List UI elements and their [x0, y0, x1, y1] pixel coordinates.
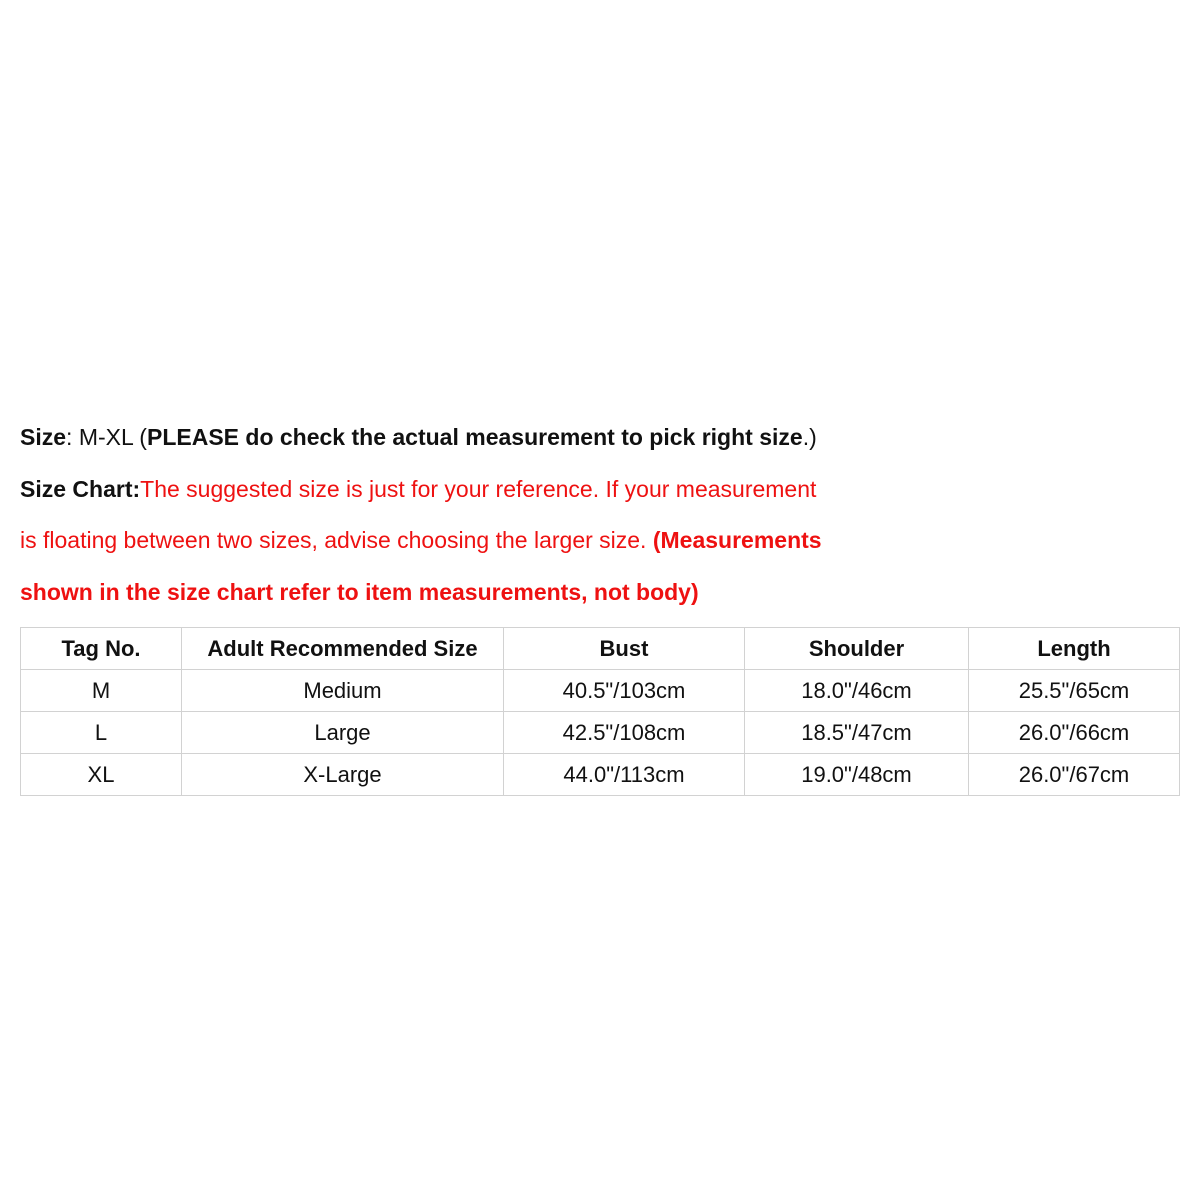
size-chart-table [20, 627, 1180, 796]
cell-size: X-Large [182, 754, 504, 796]
size-note: PLEASE do check the actual measurement to pick right size [146, 424, 803, 450]
size-chart-line-1 [20, 464, 1180, 516]
size-chart-bold-2: (Measurements [652, 527, 822, 553]
header-recommended-size: Adult Recommended Size [182, 628, 504, 670]
size-info [20, 412, 1180, 618]
cell-bust: 40.5"/103cm [504, 670, 745, 712]
size-chart-text-2: is floating between two sizes, advise choosing the larger size. [20, 527, 653, 553]
size-note-close: .) [802, 424, 817, 450]
size-chart-bold-3: shown in the size chart refer to item measurements, not body) [20, 578, 699, 605]
cell-shoulder: 18.0"/46cm [745, 670, 969, 712]
cell-shoulder: 19.0"/48cm [745, 754, 969, 796]
size-chart-separator: : [132, 475, 141, 502]
size-chart-line-2 [20, 515, 1180, 567]
table-row [21, 670, 1180, 712]
header-bust: Bust [504, 628, 745, 670]
cell-bust: 42.5"/108cm [504, 712, 745, 754]
cell-shoulder: 18.5"/47cm [745, 712, 969, 754]
table-header-row [21, 628, 1180, 670]
header-length: Length [969, 628, 1180, 670]
size-chart-label: Size Chart [20, 475, 133, 502]
size-chart-line-3 [20, 567, 1180, 619]
cell-length: 25.5"/65cm [969, 670, 1180, 712]
size-chart-text-1: The suggested size is just for your reference. If your measurement [140, 475, 817, 502]
size-value: M-XL [78, 424, 133, 450]
cell-tag: XL [21, 754, 182, 796]
cell-tag: L [21, 712, 182, 754]
size-separator: : [66, 424, 79, 450]
cell-bust: 44.0"/113cm [504, 754, 745, 796]
cell-tag: M [21, 670, 182, 712]
header-shoulder: Shoulder [745, 628, 969, 670]
size-label: Size [20, 424, 67, 450]
cell-size: Medium [182, 670, 504, 712]
cell-size: Large [182, 712, 504, 754]
size-note-open: ( [132, 424, 147, 450]
header-tag-no: Tag No. [21, 628, 182, 670]
cell-length: 26.0"/66cm [969, 712, 1180, 754]
table-row [21, 712, 1180, 754]
cell-length: 26.0"/67cm [969, 754, 1180, 796]
table-row [21, 754, 1180, 796]
size-line [20, 412, 1180, 464]
